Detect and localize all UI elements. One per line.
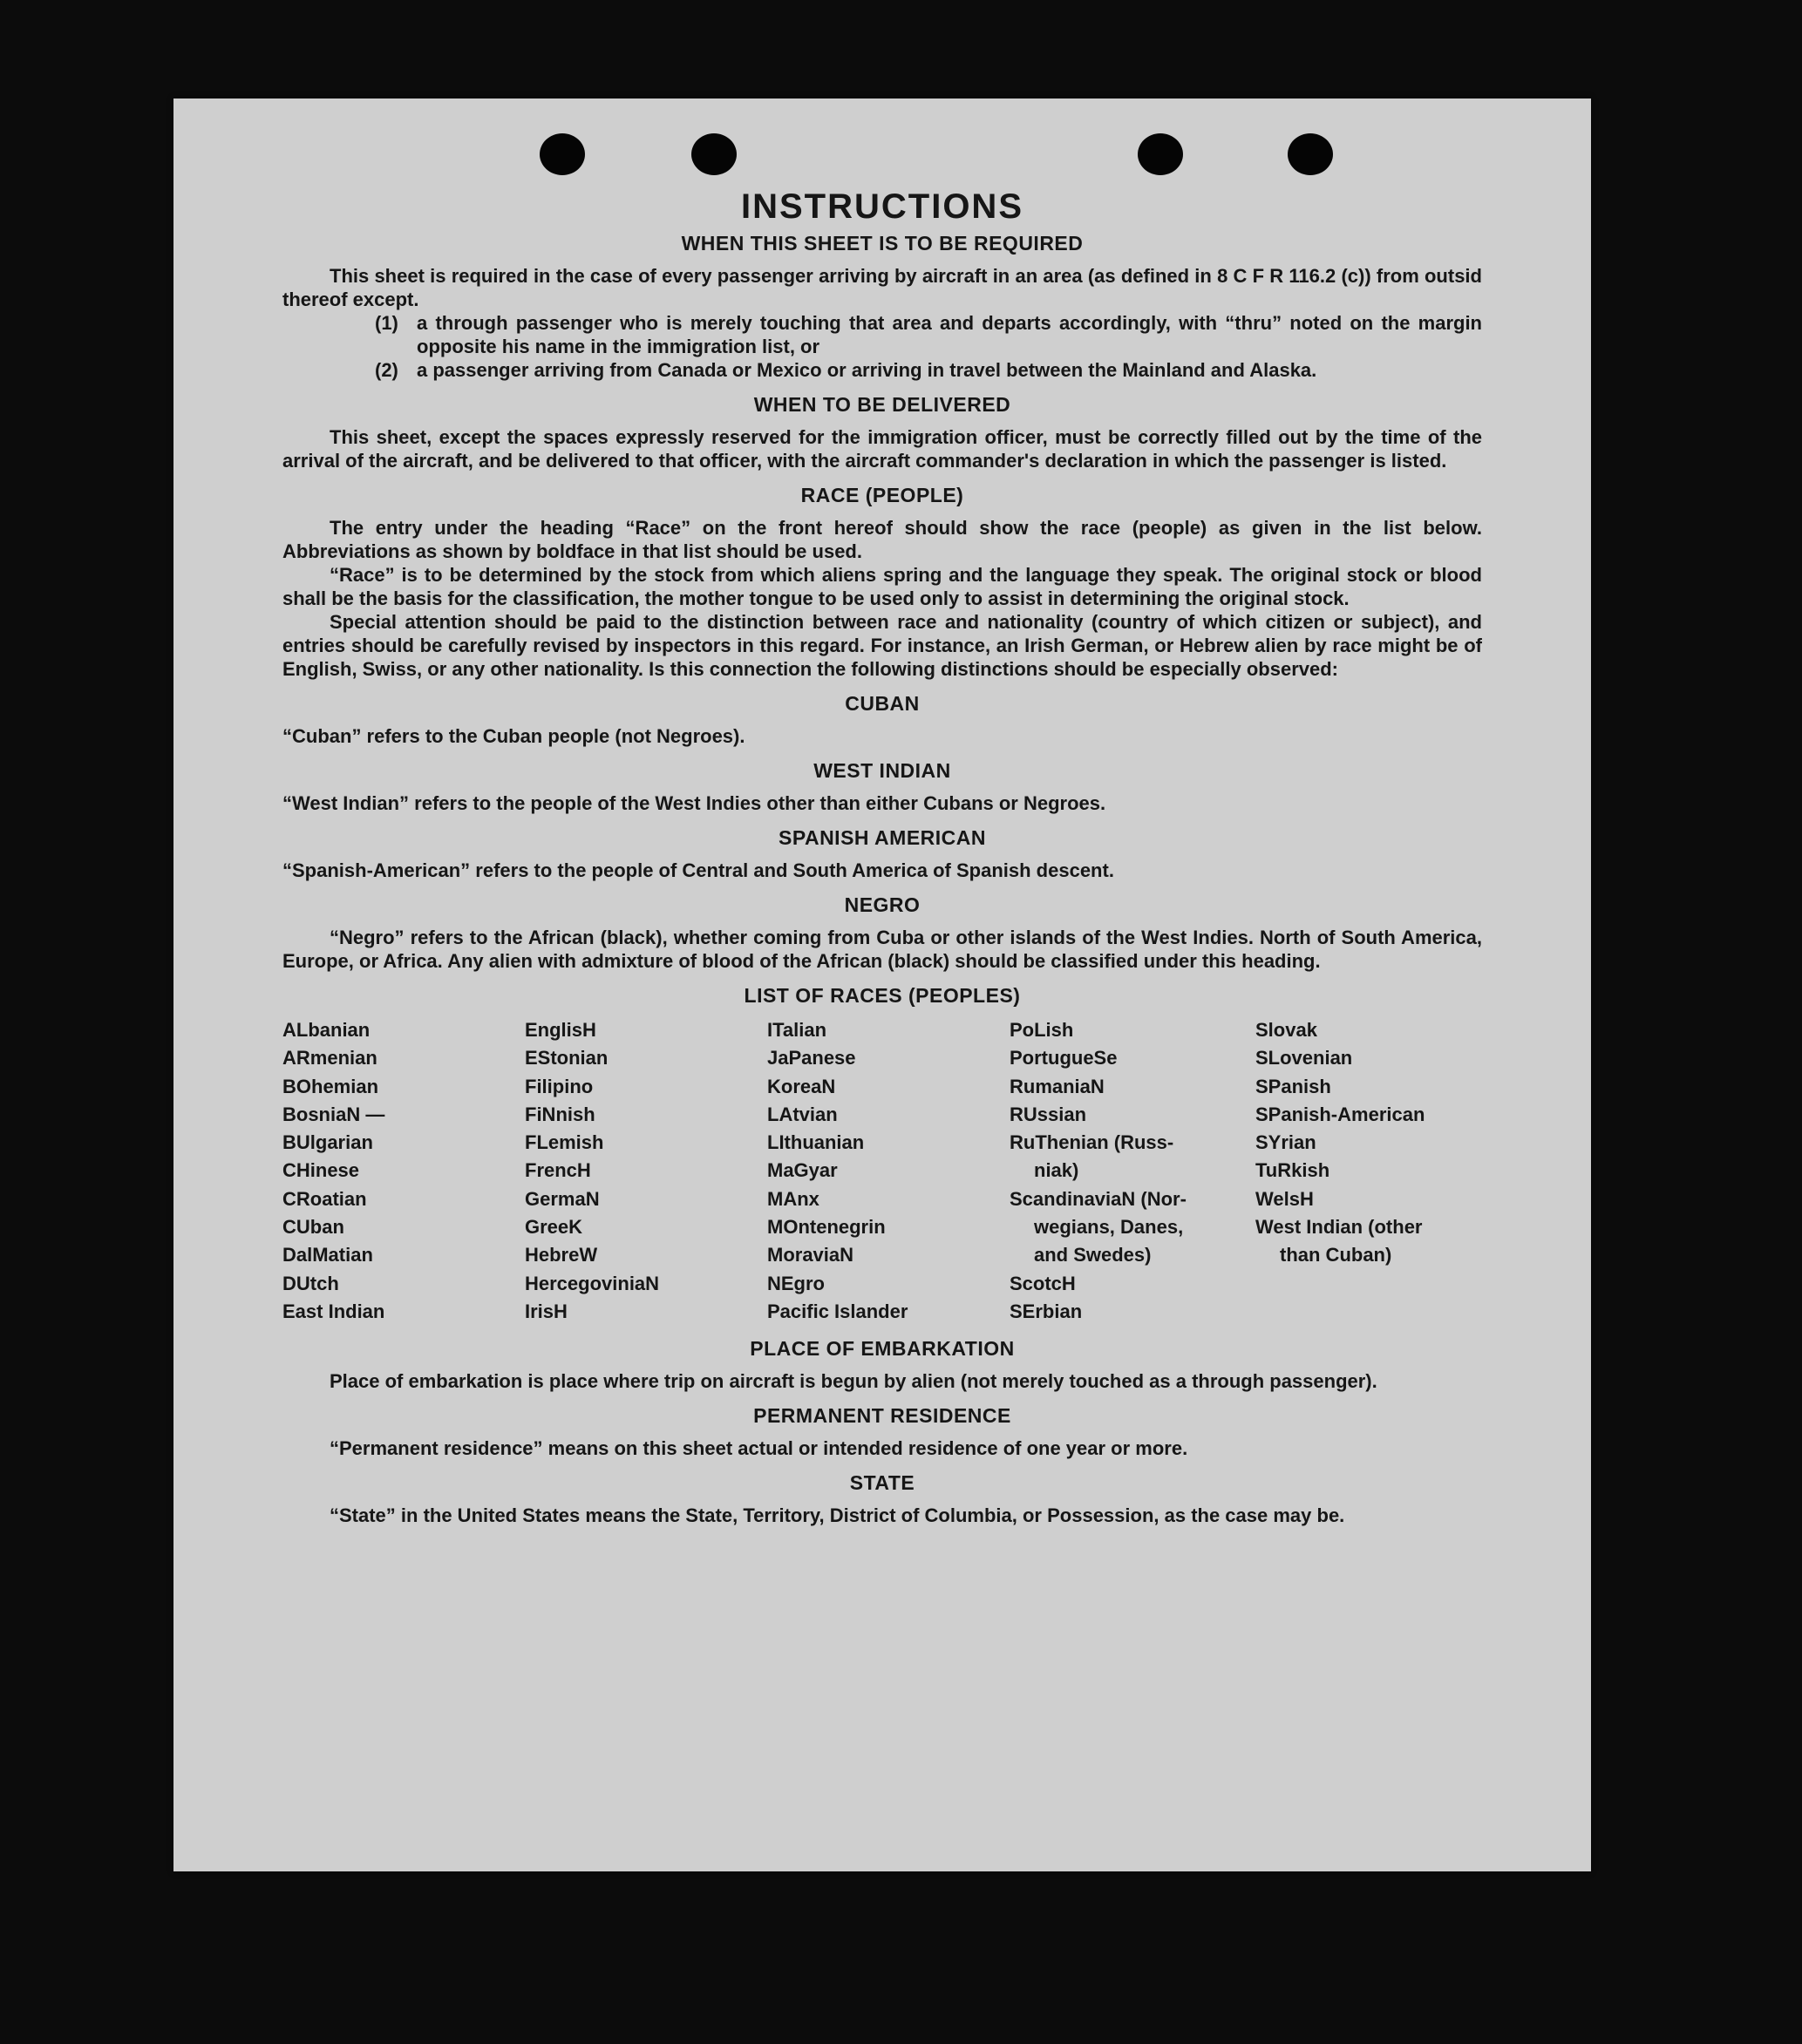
- section-heading-west-indian: WEST INDIAN: [813, 759, 951, 782]
- race-entry: ALbanian: [282, 1019, 371, 1041]
- race-entry-continued: niak): [1034, 1159, 1079, 1182]
- race-entry: PortugueSe: [1010, 1047, 1118, 1070]
- spanish-american-text: “Spanish-American” refers to the people of Central and South America of Spanish descent.: [282, 859, 1114, 881]
- race-entry: CHinese: [282, 1159, 360, 1182]
- races-column: [282, 1016, 525, 1326]
- exception-number: (1): [375, 312, 398, 334]
- negro-text: “Negro” refers to the African (black), whether coming from Cuba or other islands of the West Indies. North of South America, Europe, or Africa. Any alien with admixture of blood of the African (black) should be classified under this heading.: [282, 927, 1482, 972]
- race-entry: DalMatian: [282, 1244, 373, 1266]
- state-text: “State” in the United States means the State, Territory, District of Columbia, or Possession, as the case may be.: [330, 1504, 1345, 1527]
- race-entry: SPanish-American: [1255, 1103, 1425, 1125]
- race-entry-continued: than Cuban): [1280, 1244, 1392, 1266]
- section-heading-embarkation: PLACE OF EMBARKATION: [750, 1337, 1015, 1361]
- race-paragraph-2: “Race” is to be determined by the stock from which aliens spring and the language they speak. The original stock or blood shall be the basis for the classification, the mother tongue to be used only to assist in determining the original stock.: [282, 564, 1482, 609]
- race-entry: WelsH: [1255, 1187, 1314, 1210]
- race-paragraph-1: The entry under the heading “Race” on the front hereof should show the race (people) as given in the list below. Abbreviations as shown by boldface in that list should be used.: [282, 517, 1482, 562]
- section-heading-cuban: CUBAN: [845, 692, 920, 715]
- races-column: [1010, 1016, 1255, 1326]
- races-column: [767, 1016, 1010, 1326]
- section-heading-races-list: LIST OF RACES (PEOPLES): [744, 984, 1021, 1007]
- race-entry: DUtch: [282, 1272, 339, 1294]
- races-column: [525, 1016, 767, 1326]
- race-entry: NEgro: [767, 1272, 825, 1294]
- document-sheet: [173, 98, 1591, 1871]
- race-entry: East Indian: [282, 1300, 385, 1322]
- race-entry: CRoatian: [282, 1187, 367, 1210]
- race-entry: HercegoviniaN: [525, 1272, 660, 1294]
- race-entry: MoraviaN: [767, 1244, 854, 1266]
- exception-item: [375, 358, 1482, 382]
- race-entry: BUlgarian: [282, 1131, 373, 1154]
- race-entry: LAtvian: [767, 1103, 838, 1125]
- delivered-text: This sheet, except the spaces expressly reserved for the immigration officer, must be correctly filled out by the time of the arrival of the aircraft, and be delivered to that officer, with the aircraft commander's declaration in which the passenger is listed.: [282, 426, 1482, 472]
- race-entry: SPanish: [1255, 1075, 1331, 1097]
- race-entry: BOhemian: [282, 1075, 379, 1097]
- race-entry: SYrian: [1255, 1131, 1316, 1154]
- section-heading-required: WHEN THIS SHEET IS TO BE REQUIRED: [681, 232, 1084, 255]
- section-heading-residence: PERMANENT RESIDENCE: [753, 1404, 1011, 1428]
- race-entry: MaGyar: [767, 1159, 838, 1182]
- west-indian-text: “West Indian” refers to the people of the West Indies other than either Cubans or Negroes.: [282, 792, 1106, 814]
- race-entry: FLemish: [525, 1131, 604, 1154]
- races-list: [282, 1016, 1482, 1326]
- race-entry: IrisH: [525, 1300, 568, 1322]
- race-entry: EStonian: [525, 1047, 609, 1070]
- race-entry: CUban: [282, 1216, 344, 1239]
- section-heading-race: RACE (PEOPLE): [800, 484, 964, 506]
- race-entry: TuRkish: [1255, 1159, 1330, 1182]
- race-entry: EnglisH: [525, 1019, 596, 1041]
- race-entry: PoLish: [1010, 1019, 1074, 1041]
- race-entry: West Indian (other: [1255, 1216, 1423, 1239]
- exception-item: [375, 311, 1482, 358]
- race-entry: RumaniaN: [1010, 1075, 1105, 1097]
- race-entry: KoreaN: [767, 1075, 836, 1097]
- section-heading-spanish-american: SPANISH AMERICAN: [778, 826, 986, 849]
- race-entry: ScandinaviaN (Nor-: [1010, 1187, 1187, 1210]
- exception-text: a passenger arriving from Canada or Mexico or arriving in travel between the Mainland and Alaska.: [417, 359, 1317, 381]
- race-entry: GermaN: [525, 1187, 600, 1210]
- punch-hole: [1138, 133, 1183, 175]
- section-heading-state: STATE: [849, 1471, 915, 1495]
- instructions-content: [282, 186, 1482, 1527]
- section-heading-delivered: WHEN TO BE DELIVERED: [753, 393, 1011, 416]
- races-column: [1255, 1016, 1482, 1326]
- race-entry: SErbian: [1010, 1300, 1083, 1322]
- race-entry: RuThenian (Russ-: [1010, 1131, 1174, 1154]
- race-entry: HebreW: [525, 1244, 598, 1266]
- exception-number: (2): [375, 359, 398, 381]
- race-entry: FiNnish: [525, 1103, 595, 1125]
- race-entry: ITalian: [767, 1019, 827, 1041]
- race-entry-continued: wegians, Danes,: [1034, 1216, 1184, 1239]
- race-entry: ScotcH: [1010, 1272, 1076, 1294]
- race-entry: Pacific Islander: [767, 1300, 908, 1322]
- race-entry: JaPanese: [767, 1047, 856, 1070]
- embarkation-text: Place of embarkation is place where trip on aircraft is begun by alien (not merely touched as a through passenger).: [330, 1370, 1377, 1393]
- race-entry: GreeK: [525, 1216, 583, 1239]
- race-paragraph-3: Special attention should be paid to the distinction between race and nationality (country of which citizen or subject), and entries should be carefully revised by inspectors in this regard. For instance, an Irish German, or Hebrew alien by race might be of English, Swiss, or any other nationality. Is this connection the following distinctions should be especially observed:: [282, 611, 1482, 680]
- required-intro: This sheet is required in the case of every passenger arriving by aircraft in an area (as defined in 8 C F R 116.2 (c)) from outsid thereof except.: [282, 265, 1482, 310]
- race-entry: Filipino: [525, 1075, 594, 1097]
- race-entry: RUssian: [1010, 1103, 1087, 1125]
- race-entry: MOntenegrin: [767, 1216, 886, 1239]
- punch-hole: [1288, 133, 1333, 175]
- race-entry: ARmenian: [282, 1047, 377, 1070]
- race-entry: MAnx: [767, 1187, 819, 1210]
- exception-text: a through passenger who is merely touching that area and departs accordingly, with “thru” noted on the margin opposite his name in the immigration list, or: [417, 312, 1482, 357]
- race-entry: LIthuanian: [767, 1131, 865, 1154]
- race-entry: SLovenian: [1255, 1047, 1353, 1070]
- section-heading-negro: NEGRO: [844, 893, 921, 916]
- cuban-text: “Cuban” refers to the Cuban people (not Negroes).: [282, 725, 745, 747]
- punch-hole: [540, 133, 585, 175]
- race-entry: BosniaN —: [282, 1103, 385, 1125]
- race-entry: Slovak: [1255, 1019, 1317, 1041]
- residence-text: “Permanent residence” means on this sheet actual or intended residence of one year or more.: [330, 1437, 1188, 1460]
- race-entry: FrencH: [525, 1159, 591, 1182]
- race-entry-continued: and Swedes): [1034, 1244, 1152, 1266]
- page-title: INSTRUCTIONS: [741, 187, 1023, 226]
- punch-hole: [691, 133, 737, 175]
